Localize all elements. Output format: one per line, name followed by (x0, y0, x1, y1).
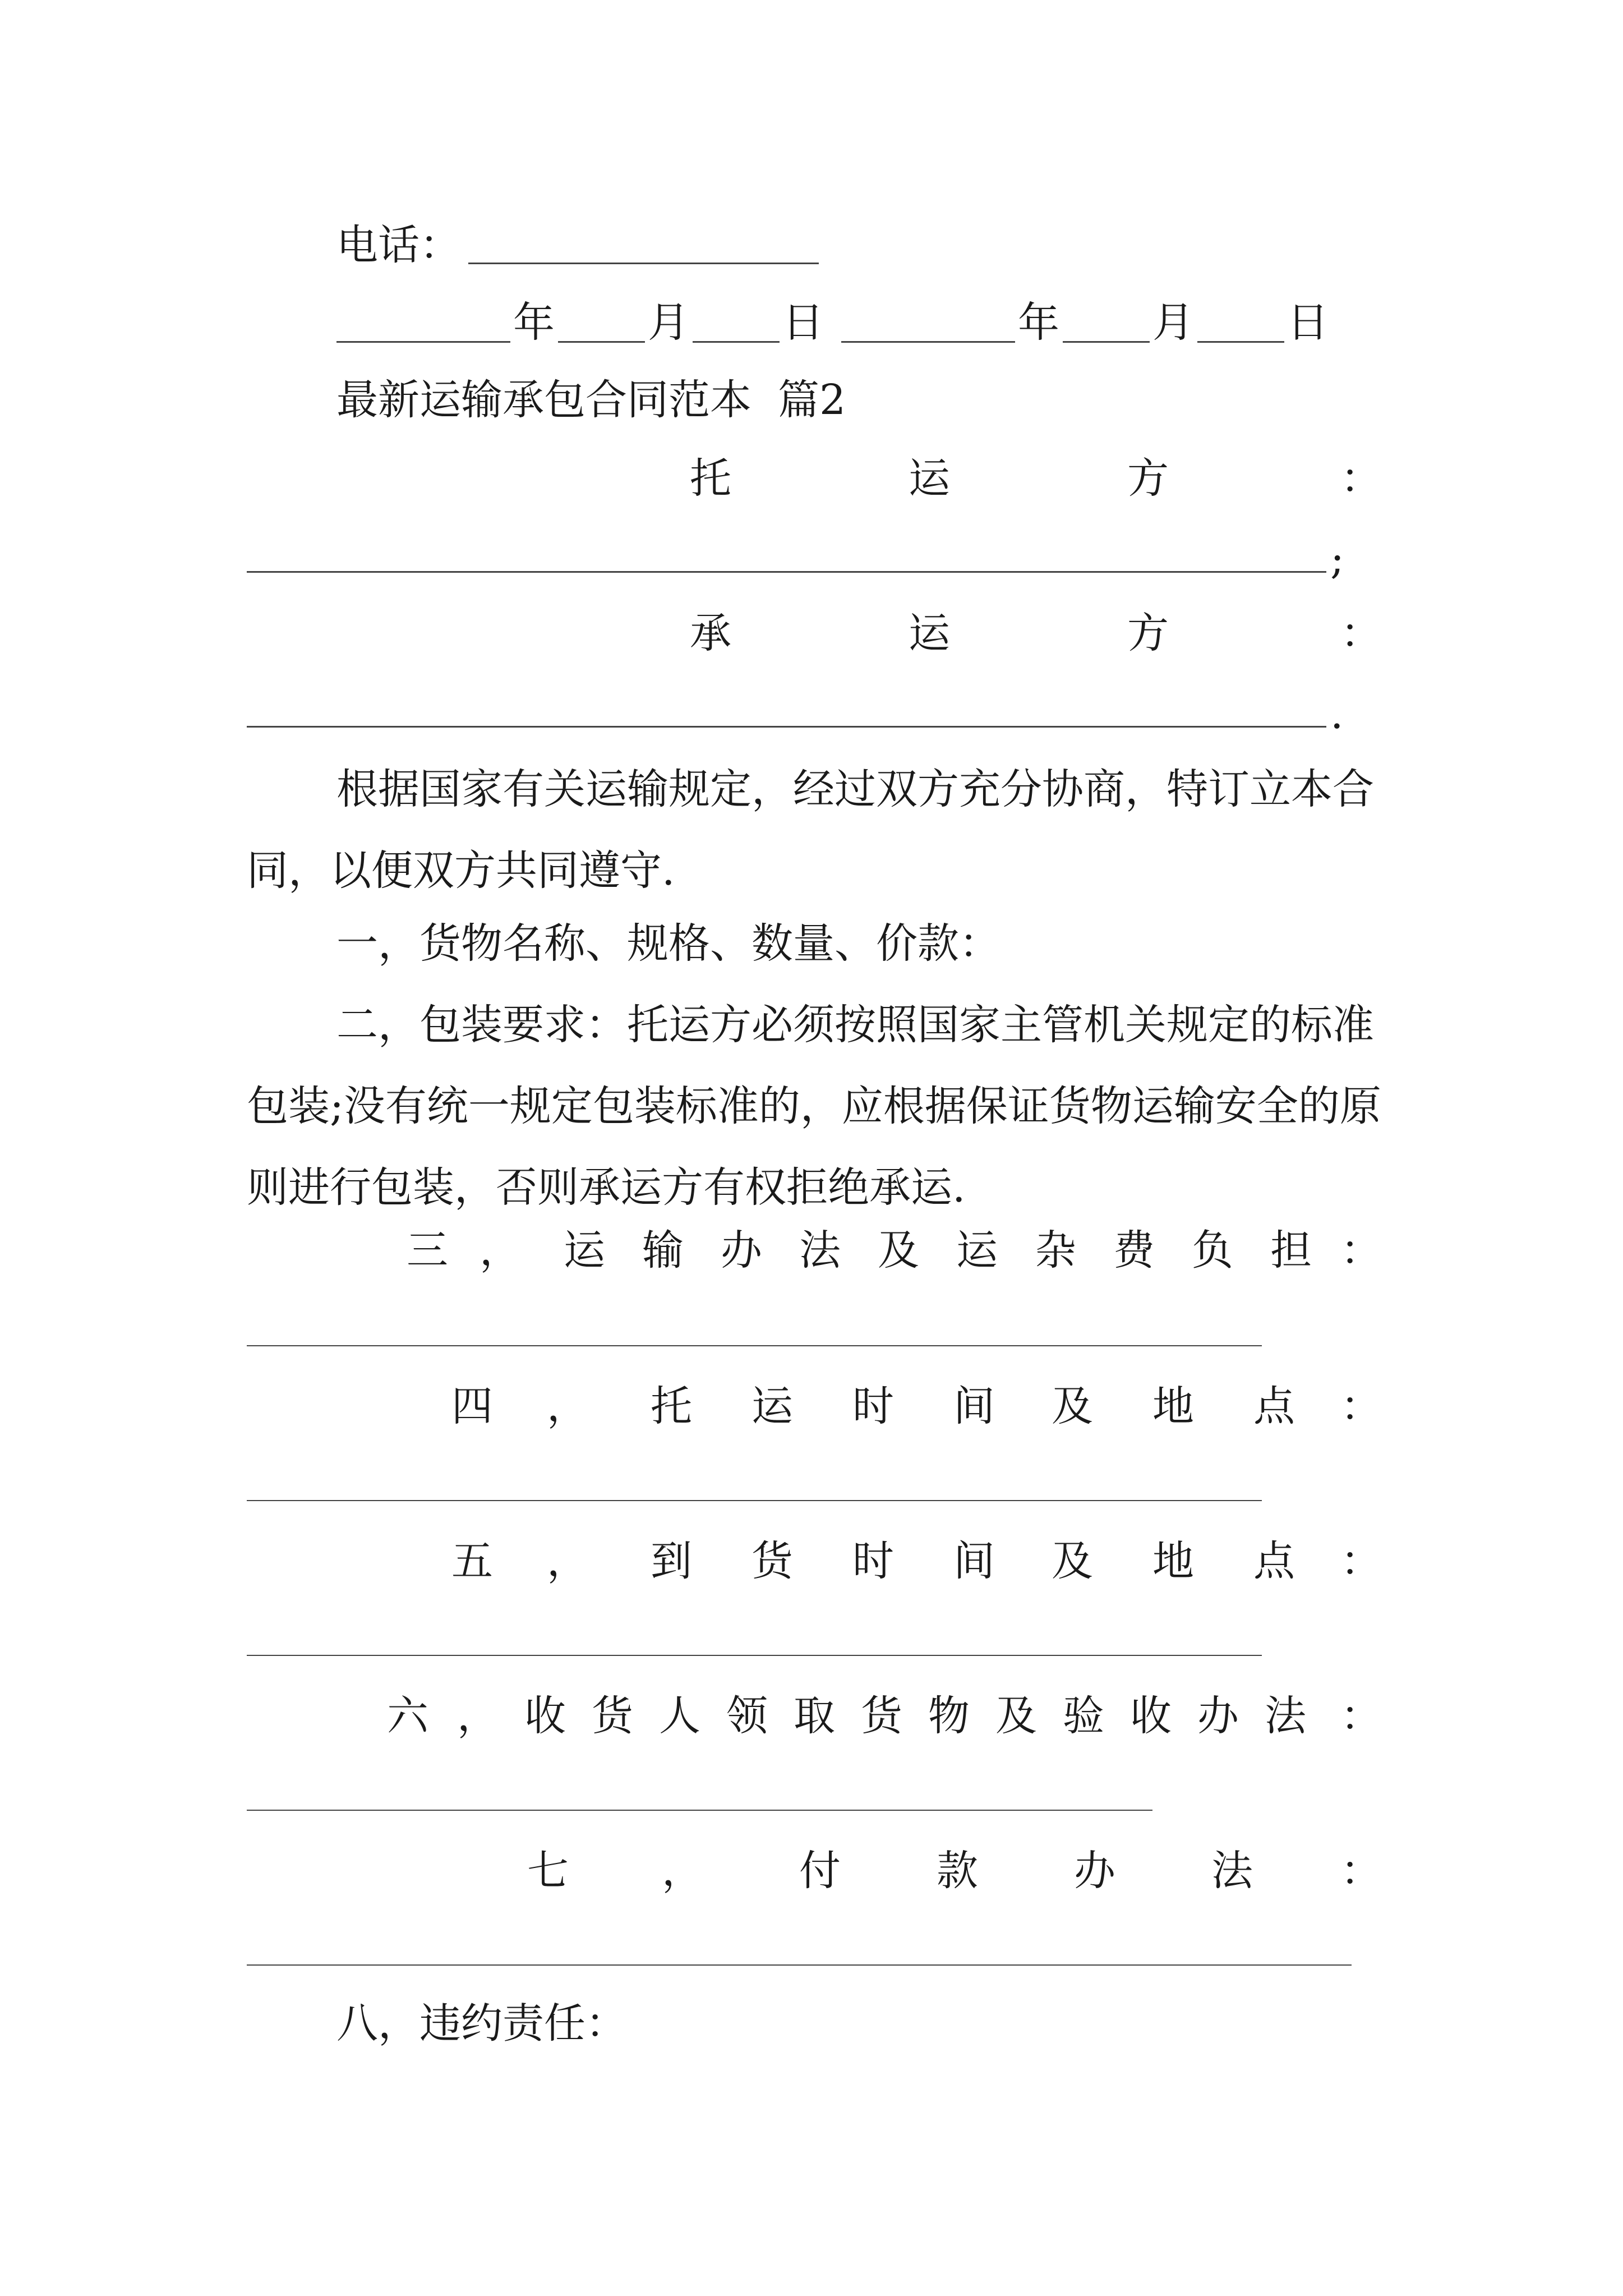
clause-char: 物 (928, 1692, 970, 1740)
clause-char: 时 (852, 1537, 894, 1585)
clause-char: 款 (937, 1847, 978, 1895)
clause-char: ， (547, 1382, 588, 1430)
clause-char: ， (547, 1537, 588, 1585)
phone-label: 电话： (336, 221, 461, 269)
clause-5-blank (247, 1655, 1262, 1656)
clause-char: ， (479, 1226, 521, 1274)
clause-char: 办 (721, 1226, 762, 1274)
clause-char: 地 (1152, 1537, 1194, 1585)
clause-4-blank (247, 1500, 1262, 1501)
clause-char: 收 (1130, 1692, 1172, 1740)
date-blank (336, 341, 510, 343)
clause-char: 输 (642, 1226, 684, 1274)
shipper-char: 托 (690, 454, 731, 503)
clause-char: ， (457, 1692, 499, 1740)
shipper-blank (247, 571, 1326, 573)
clause-char: 运 (956, 1226, 998, 1274)
day-label: 日 (782, 298, 824, 347)
date-blank (693, 341, 780, 343)
month-label: 月 (648, 298, 689, 347)
year-label: 年 (513, 298, 555, 347)
clause-char: 担 (1270, 1226, 1312, 1274)
clause-char: 时 (852, 1382, 894, 1430)
clause-char: 到 (651, 1537, 692, 1585)
clause-char: 及 (1052, 1382, 1093, 1430)
clause-char: 验 (1063, 1692, 1104, 1740)
date-blank (1197, 341, 1284, 343)
clause-char: 托 (651, 1382, 692, 1430)
section-heading: 最新运输承包合同范本 篇2 (336, 376, 846, 424)
clause-char: 及 (995, 1692, 1037, 1740)
clause-char: 收 (524, 1692, 566, 1740)
clause-char: 负 (1192, 1226, 1233, 1274)
shipper-char: 运 (909, 454, 950, 503)
line-end: ; (1330, 535, 1344, 583)
carrier-char: ： (1340, 609, 1382, 657)
carrier-char: 运 (909, 609, 950, 657)
clause-char: 地 (1152, 1382, 1194, 1430)
clause-char: 法 (1211, 1847, 1253, 1895)
clause-char: 点 (1253, 1382, 1295, 1430)
clause-char: 取 (794, 1692, 835, 1740)
clause-char: ： (1340, 1382, 1382, 1430)
clause-char: 费 (1113, 1226, 1155, 1274)
clause-char: 付 (799, 1847, 841, 1895)
carrier-blank (247, 726, 1326, 728)
intro-paragraph: 根据国家有关运输规定，经过双方充分协商，特订立本合同，以便双方共同遵守. (247, 765, 1374, 895)
date-blank (841, 341, 1015, 343)
year-label: 年 (1018, 298, 1059, 347)
clause-char: 运 (751, 1382, 793, 1430)
clause-char: ： (1340, 1692, 1382, 1740)
phone-blank (468, 263, 819, 264)
date-blank (558, 341, 645, 343)
clause-char: 四 (451, 1382, 493, 1430)
date-blank (1063, 341, 1150, 343)
month-label: 月 (1152, 298, 1194, 347)
clause-2: 二，包装要求：托运方必须按照国家主管机关规定的标准包装;没有统一规定包装标准的，应根据保证货物运输安全的原则进行包装，否则承运方有权拒绝承运. (247, 1001, 1381, 1212)
clause-char: 办 (1197, 1692, 1239, 1740)
clause-char: 法 (799, 1226, 841, 1274)
clause-char: 三 (407, 1226, 448, 1274)
clause-char: 法 (1265, 1692, 1306, 1740)
clause-char: 杂 (1035, 1226, 1076, 1274)
clause-3-blank (247, 1345, 1262, 1346)
clause-char: 货 (751, 1537, 793, 1585)
clause-char: 点 (1253, 1537, 1295, 1585)
clause-char: 办 (1074, 1847, 1115, 1895)
clause-7-blank (247, 1964, 1352, 1966)
shipper-char: 方 (1127, 454, 1169, 503)
clause-char: 间 (953, 1537, 995, 1585)
carrier-char: 承 (690, 609, 731, 657)
day-label: 日 (1287, 298, 1329, 347)
clause-char: 领 (726, 1692, 768, 1740)
clause-char: 间 (953, 1382, 995, 1430)
clause-char: ： (1340, 1537, 1382, 1585)
line-end: . (1330, 690, 1344, 738)
clause-char: 运 (564, 1226, 605, 1274)
clause-char: 货 (592, 1692, 633, 1740)
clause-char: 六 (387, 1692, 428, 1740)
clause-char: 七 (527, 1847, 569, 1895)
clause-1: 一，货物名称、规格、数量、价款： (336, 919, 1000, 968)
clause-char: 五 (451, 1537, 493, 1585)
clause-char: 及 (1052, 1537, 1093, 1585)
clause-char: ： (1340, 1226, 1382, 1274)
clause-char: 及 (878, 1226, 919, 1274)
shipper-char: ： (1340, 454, 1382, 503)
clause-char: ： (1340, 1847, 1382, 1895)
clause-8: 八，违约责任： (336, 1999, 627, 2047)
clause-char: ， (662, 1847, 703, 1895)
carrier-char: 方 (1127, 609, 1169, 657)
clause-char: 人 (659, 1692, 700, 1740)
clause-6-blank (247, 1810, 1152, 1811)
clause-char: 货 (861, 1692, 902, 1740)
